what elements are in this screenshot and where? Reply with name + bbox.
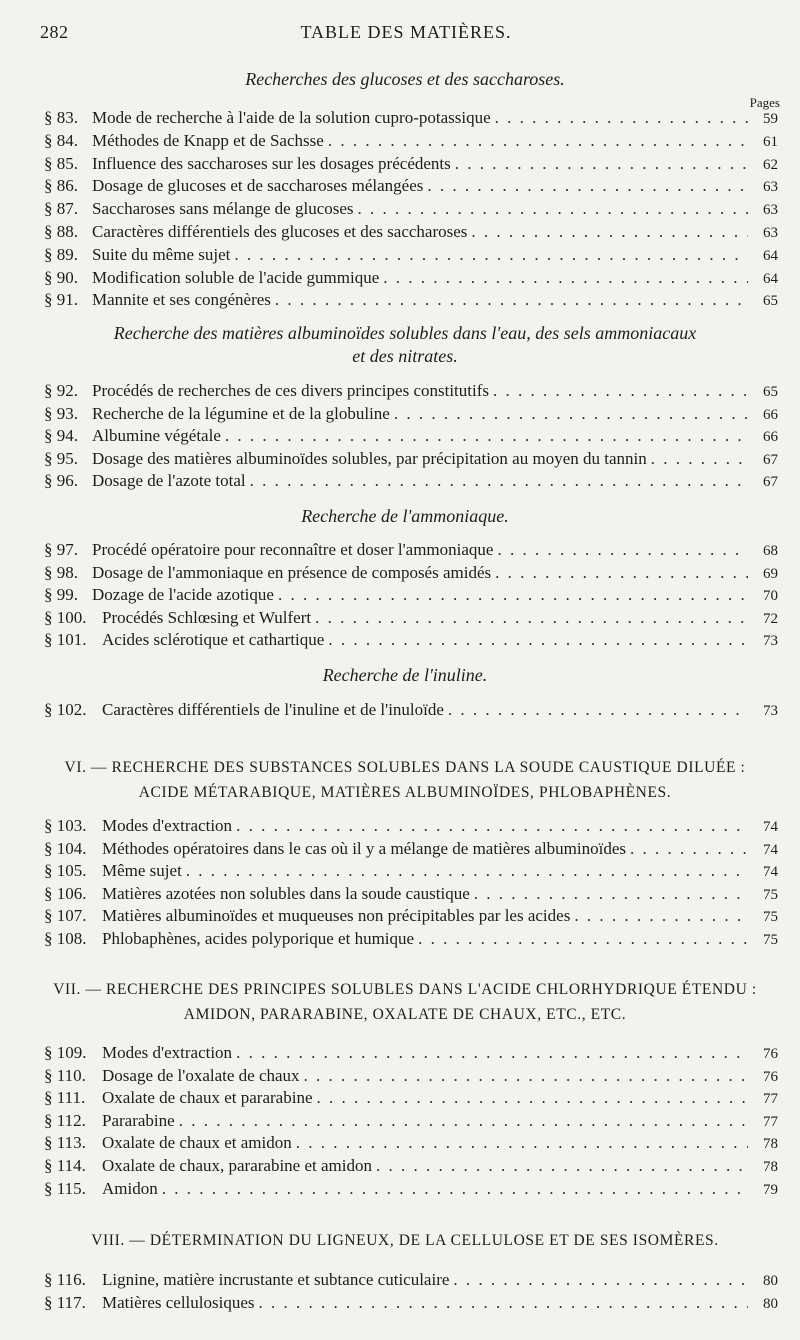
- section-number: § 111.: [44, 1088, 86, 1108]
- toc-entry[interactable]: [44, 1270, 778, 1292]
- dot-leader: [186, 861, 748, 881]
- page-ref: 79: [763, 1181, 778, 1198]
- chapter-heading: AMIDON, PARARABINE, OXALATE DE CHAUX, ETC., ETC.: [183, 1006, 627, 1023]
- page-ref: 61: [763, 133, 778, 150]
- page-ref: 80: [763, 1273, 778, 1289]
- entry-title: Procédés de recherches de ces divers principes constitutifs: [92, 381, 489, 400]
- toc-entry[interactable]: [44, 884, 778, 906]
- toc-entry[interactable]: [44, 154, 778, 176]
- page-ref: 72: [763, 610, 778, 627]
- page-ref: 73: [763, 633, 778, 649]
- dot-leader: [278, 585, 748, 605]
- dot-leader: [455, 154, 748, 174]
- section-number: § 89.: [44, 244, 78, 264]
- section-number: § 100.: [44, 607, 87, 627]
- chapter-heading: ACIDE MÉTARABIQUE, MATIÈRES ALBUMINOÏDES, PHLOBAPHÈNES.: [138, 784, 672, 801]
- page-ref: 68: [763, 543, 778, 559]
- section-number: § 87.: [44, 199, 78, 219]
- page-ref: 75: [763, 909, 778, 926]
- entry-title: Albumine végétale: [92, 426, 221, 445]
- entry-title: Méthodes de Knapp et de Sachsse: [92, 130, 324, 150]
- page-ref: 69: [763, 565, 778, 582]
- page-header: [40, 22, 772, 46]
- dot-leader: [574, 906, 748, 926]
- dot-leader: [495, 108, 748, 128]
- dot-leader: [630, 839, 748, 859]
- dot-leader: [493, 381, 748, 401]
- toc-entry[interactable]: [44, 929, 778, 951]
- page-ref: 74: [763, 841, 778, 858]
- toc-entry[interactable]: [44, 245, 778, 267]
- section-heading: Recherches des glucoses et des saccharoses.: [245, 69, 565, 89]
- entry-title: Influence des saccharoses sur les dosages précédents: [92, 153, 451, 173]
- section-number: § 91.: [44, 290, 78, 310]
- page-ref: 63: [763, 202, 778, 219]
- toc-entry[interactable]: [44, 176, 778, 198]
- page-ref: 59: [763, 111, 778, 127]
- page-ref: 78: [763, 1136, 778, 1153]
- dot-leader: [236, 816, 748, 836]
- chapter-heading: VII. — RECHERCHE DES PRINCIPES SOLUBLES DANS L'ACIDE CHLORHYDRIQUE ÉTENDU :: [53, 981, 757, 998]
- toc-entry[interactable]: [44, 1133, 778, 1155]
- toc-entry[interactable]: [44, 861, 778, 883]
- entry-title: Caractères différentiels de l'inuline et de l'inuloïde: [102, 700, 444, 719]
- section-number: § 95.: [44, 448, 78, 468]
- page-ref: 74: [763, 819, 778, 835]
- toc-entry[interactable]: [44, 1088, 778, 1110]
- toc-entry[interactable]: [44, 816, 778, 838]
- section-number: § 99.: [44, 585, 78, 604]
- section-number: § 83.: [44, 108, 78, 127]
- section-number: § 90.: [44, 267, 78, 287]
- entry-title: Matières albuminoïdes et muqueuses non précipitables par les acides: [102, 906, 571, 926]
- dot-leader: [179, 1111, 748, 1131]
- section-number: § 104.: [44, 838, 87, 858]
- page-ref: 77: [763, 1091, 778, 1108]
- section-number: § 103.: [44, 816, 87, 835]
- page-ref: 66: [763, 406, 778, 423]
- toc-entry[interactable]: [44, 1111, 778, 1133]
- page-ref: 76: [763, 1046, 778, 1062]
- entry-title: Modification soluble de l'acide gummique: [92, 267, 380, 287]
- section-number: § 106.: [44, 883, 87, 903]
- page-ref: 67: [763, 451, 778, 468]
- dot-leader: [328, 630, 748, 650]
- entry-title: Dosage de l'oxalate de chaux: [102, 1065, 300, 1085]
- entry-title: Pararabine: [102, 1110, 175, 1130]
- toc-entry[interactable]: [44, 906, 778, 928]
- toc-entry[interactable]: [44, 1156, 778, 1178]
- toc-entry[interactable]: [44, 199, 778, 221]
- entry-title: Matières cellulosiques: [102, 1292, 255, 1312]
- page-ref: 73: [763, 703, 778, 719]
- section-number: § 105.: [44, 861, 87, 881]
- dot-leader: [259, 1293, 749, 1313]
- pages-column-label: Pages: [749, 95, 780, 110]
- dot-leader: [383, 268, 748, 288]
- entry-title: Amidon: [102, 1178, 158, 1198]
- section-number: § 115.: [44, 1178, 86, 1198]
- page-ref: 63: [763, 179, 778, 196]
- section-number: § 94.: [44, 426, 78, 445]
- section-number: § 113.: [44, 1133, 86, 1153]
- section-number: § 98.: [44, 562, 78, 582]
- section-number: § 109.: [44, 1043, 87, 1062]
- section-heading: Recherche de l'ammoniaque.: [301, 506, 509, 526]
- page-ref: 75: [763, 932, 778, 948]
- section-number: § 107.: [44, 906, 87, 926]
- toc-entry[interactable]: [44, 108, 778, 130]
- page-ref: 76: [763, 1068, 778, 1085]
- section-number: § 93.: [44, 403, 78, 423]
- dot-leader: [474, 884, 748, 904]
- entry-title: Dozage de l'acide azotique: [92, 585, 274, 604]
- dot-leader: [304, 1066, 748, 1086]
- dot-leader: [495, 563, 748, 583]
- toc-entry[interactable]: [44, 608, 778, 630]
- toc-entry[interactable]: [44, 471, 778, 493]
- chapter-heading: VI. — RECHERCHE DES SUBSTANCES SOLUBLES DANS LA SOUDE CAUSTIQUE DILUÉE :: [64, 759, 746, 776]
- toc-entry[interactable]: [44, 222, 778, 244]
- page-ref: 63: [763, 225, 778, 241]
- page-ref: 67: [763, 474, 778, 490]
- entry-title: Même sujet: [102, 861, 182, 881]
- page-ref: 78: [763, 1159, 778, 1175]
- toc-entry[interactable]: [44, 1066, 778, 1088]
- section-number: § 101.: [44, 630, 87, 649]
- entry-title: Procédé opératoire pour reconnaître et doser l'ammoniaque: [92, 540, 494, 559]
- entry-title: Matières azotées non solubles dans la soude caustique: [102, 883, 470, 903]
- entry-title: Caractères différentiels des glucoses et des saccharoses: [92, 222, 468, 241]
- section-number: § 117.: [44, 1292, 86, 1312]
- page-ref: 65: [763, 384, 778, 400]
- page-ref: 75: [763, 886, 778, 903]
- toc-entry[interactable]: [44, 290, 778, 312]
- entry-title: Dosage des matières albuminoïdes solubles, par précipitation au moyen du tannin: [92, 448, 647, 468]
- toc-entry[interactable]: [44, 381, 778, 403]
- dot-leader: [376, 1156, 748, 1176]
- dot-leader: [448, 700, 748, 720]
- entry-title: Méthodes opératoires dans le cas où il y a mélange de matières albuminoïdes: [102, 838, 627, 858]
- entry-title: Procédés Schlœsing et Wulfert: [102, 607, 312, 627]
- page-ref: 74: [763, 864, 778, 881]
- toc-entry[interactable]: [44, 1179, 778, 1201]
- dot-leader: [394, 404, 748, 424]
- entry-title: Modes d'extraction: [102, 1043, 233, 1062]
- section-number: § 85.: [44, 153, 78, 173]
- page-title: TABLE DES MATIÈRES.: [300, 22, 512, 42]
- page-ref: 70: [763, 588, 778, 604]
- entry-title: Modes d'extraction: [102, 816, 233, 835]
- toc-entry[interactable]: [44, 630, 778, 652]
- page-ref: 65: [763, 293, 778, 310]
- section-number: § 88.: [44, 222, 78, 241]
- dot-leader: [234, 245, 748, 265]
- entry-title: Recherche de la légumine et de la globuline: [92, 403, 390, 423]
- dot-leader: [328, 131, 748, 151]
- entry-title: Oxalate de chaux, pararabine et amidon: [102, 1156, 372, 1175]
- dot-leader: [497, 540, 748, 560]
- section-number: § 112.: [44, 1110, 86, 1130]
- dot-leader: [358, 199, 748, 219]
- dot-leader: [296, 1133, 748, 1153]
- page-ref: 77: [763, 1113, 778, 1130]
- toc-entry[interactable]: [44, 1043, 778, 1065]
- section-heading: Recherche de l'inuline.: [322, 665, 488, 685]
- dot-leader: [427, 176, 748, 196]
- dot-leader: [236, 1043, 748, 1063]
- dot-leader: [471, 222, 748, 242]
- toc-entry[interactable]: [44, 1293, 778, 1315]
- page-ref: 64: [763, 270, 778, 287]
- entry-title: Lignine, matière incrustante et subtance cuticulaire: [102, 1270, 450, 1289]
- page-ref: 80: [763, 1295, 778, 1312]
- page-ref: 62: [763, 156, 778, 173]
- chapter-heading: VIII. — DÉTERMINATION DU LIGNEUX, DE LA CELLULOSE ET DE SES ISOMÈRES.: [91, 1232, 719, 1249]
- section-number: § 102.: [44, 700, 87, 719]
- toc-entry[interactable]: [44, 563, 778, 585]
- toc-entry[interactable]: [44, 426, 778, 448]
- section-number: § 92.: [44, 381, 78, 400]
- dot-leader: [317, 1088, 749, 1108]
- entry-title: Saccharoses sans mélange de glucoses: [92, 199, 354, 219]
- toc-entry[interactable]: [44, 540, 778, 562]
- section-number: § 110.: [44, 1065, 86, 1085]
- section-heading: Recherche des matières albuminoïdes solubles dans l'eau, des sels ammoniacaux: [113, 323, 697, 343]
- entry-title: Mode de recherche à l'aide de la solution cupro-potassique: [92, 108, 491, 127]
- section-number: § 108.: [44, 929, 87, 948]
- section-number: § 116.: [44, 1270, 86, 1289]
- entry-title: Dosage de glucoses et de saccharoses mélangées: [92, 176, 424, 196]
- section-number: § 86.: [44, 176, 78, 196]
- page-ref: 64: [763, 247, 778, 264]
- dot-leader: [225, 426, 748, 446]
- dot-leader: [315, 608, 748, 628]
- entry-title: Dosage de l'ammoniaque en présence de composés amidés: [92, 562, 492, 582]
- dot-leader: [418, 929, 748, 949]
- entry-title: Oxalate de chaux et amidon: [102, 1133, 292, 1153]
- dot-leader: [162, 1179, 748, 1199]
- toc-entry[interactable]: [44, 404, 778, 426]
- section-number: § 97.: [44, 540, 78, 559]
- dot-leader: [651, 449, 748, 469]
- dot-leader: [250, 471, 748, 491]
- entry-title: Oxalate de chaux et pararabine: [102, 1088, 313, 1108]
- toc-entry[interactable]: [44, 839, 778, 861]
- entry-title: Dosage de l'azote total: [92, 471, 246, 490]
- dot-leader: [275, 290, 748, 310]
- section-number: § 96.: [44, 471, 78, 490]
- section-heading: et des nitrates.: [352, 346, 458, 366]
- section-number: § 114.: [44, 1156, 86, 1175]
- entry-title: Mannite et ses congénères: [92, 290, 271, 310]
- toc-entry[interactable]: [44, 449, 778, 471]
- section-number: § 84.: [44, 130, 78, 150]
- toc-entry[interactable]: [44, 700, 778, 722]
- entry-title: Phlobaphènes, acides polyporique et humique: [102, 929, 415, 948]
- page-number: 282: [40, 22, 69, 42]
- toc-entry[interactable]: [44, 268, 778, 290]
- toc-entry[interactable]: [44, 131, 778, 153]
- dot-leader: [453, 1270, 748, 1290]
- page-ref: 66: [763, 429, 778, 445]
- toc-entry[interactable]: [44, 585, 778, 607]
- entry-title: Acides sclérotique et cathartique: [102, 630, 325, 649]
- entry-title: Suite du même sujet: [92, 244, 231, 264]
